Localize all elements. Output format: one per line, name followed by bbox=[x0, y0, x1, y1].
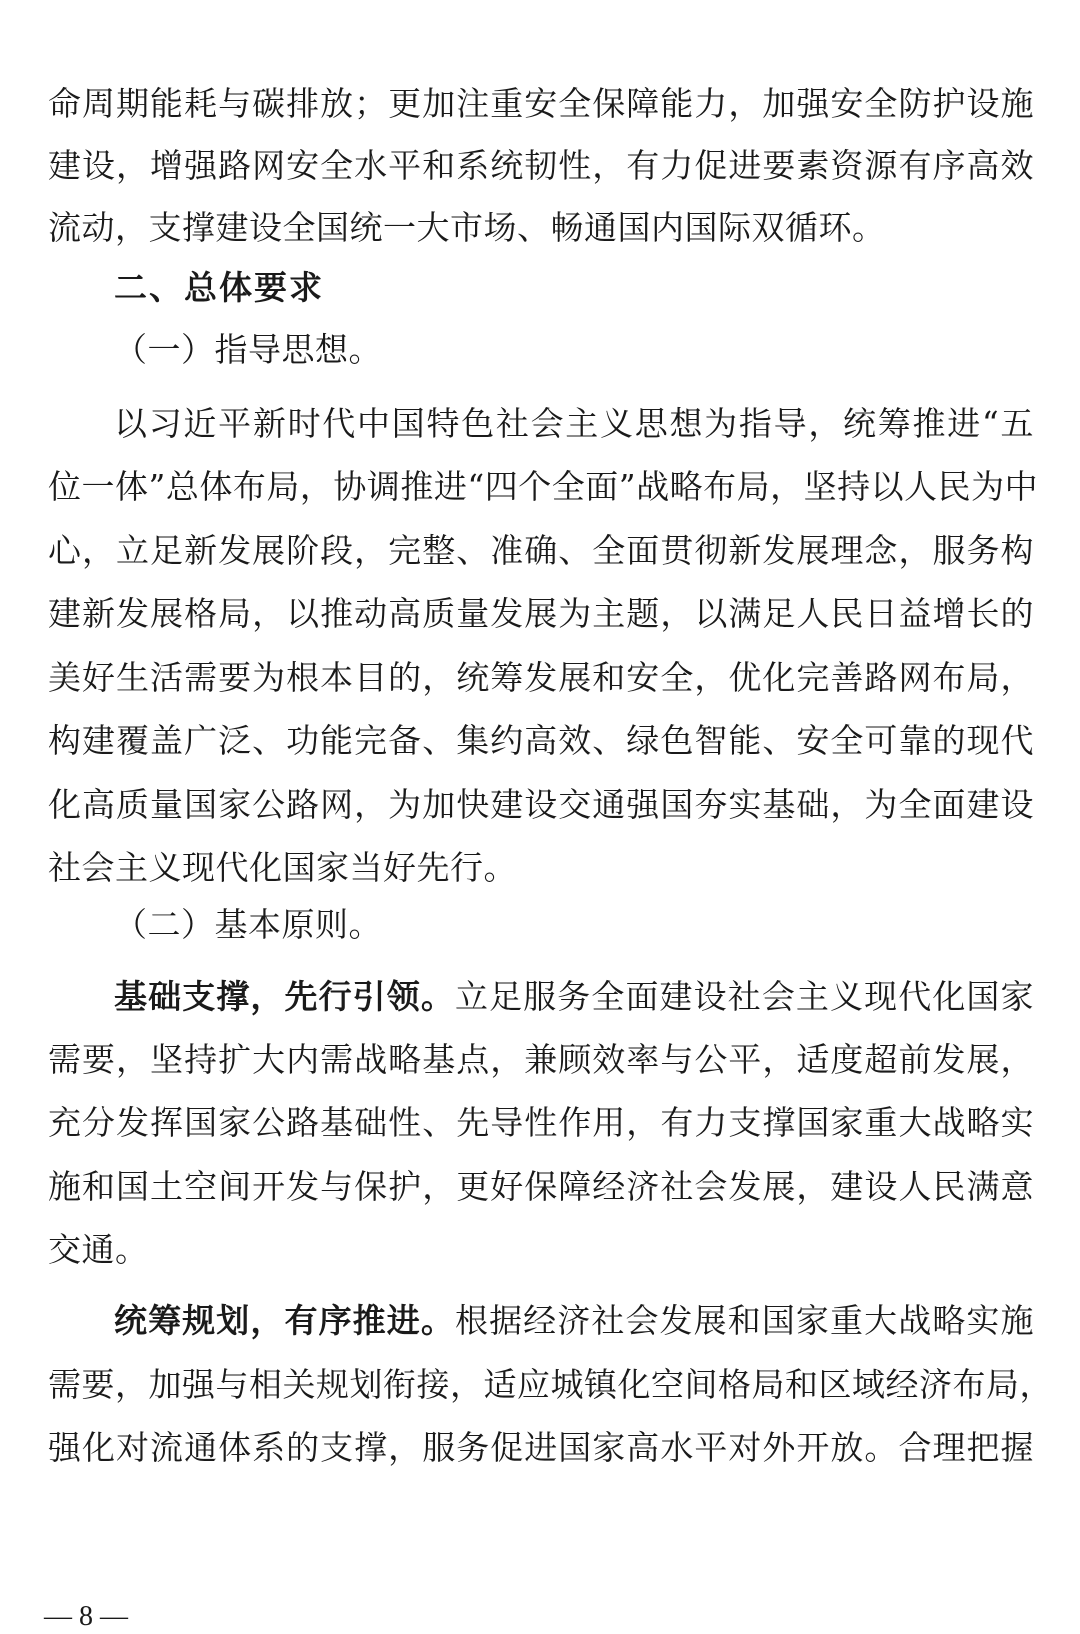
guiding-line-5: 美好生活需要为根本目的，统筹发展和安全，优化完善路网布局， bbox=[48, 658, 1034, 697]
principle1-first-line-text: 立足服务全面建设社会主义现代化国家 bbox=[454, 977, 1035, 1016]
principle1-line-2: 需要，坚持扩大内需战略基点，兼顾效率与公平，适度超前发展， bbox=[48, 1040, 1034, 1079]
guiding-line-2: 位一体”总体布局，协调推进“四个全面”战略布局，坚持以人民为中 bbox=[48, 467, 1039, 506]
principle2-first-line bbox=[114, 1301, 1034, 1341]
guiding-line-7: 化高质量国家公路网，为加快建设交通强国夯实基础，为全面建设 bbox=[48, 785, 1034, 824]
principle1-line-3: 充分发挥国家公路基础性、先导性作用，有力支撑国家重大战略实 bbox=[48, 1103, 1034, 1142]
intro-line-2: 建设，增强路网安全水平和系统韧性，有力促进要素资源有序高效 bbox=[48, 146, 1034, 185]
intro-line-3: 流动，支撑建设全国统一大市场、畅通国内国际双循环。 bbox=[48, 208, 886, 247]
intro-line-1: 命周期能耗与碳排放；更加注重安全保障能力，加强安全防护设施 bbox=[48, 84, 1034, 123]
guiding-line-4: 建新发展格局，以推动高质量发展为主题，以满足人民日益增长的 bbox=[48, 594, 1034, 633]
principle1-line-4: 施和国土空间开发与保护，更好保障经济社会发展，建设人民满意 bbox=[48, 1167, 1034, 1206]
section-heading: 二、总体要求 bbox=[114, 268, 324, 307]
page-number: — 8 — bbox=[44, 1601, 128, 1632]
subsection-heading-basic-principles: （二）基本原则。 bbox=[114, 905, 382, 944]
principle1-first-line bbox=[114, 977, 1034, 1017]
guiding-line-1: 以习近平新时代中国特色社会主义思想为指导，统筹推进“五 bbox=[114, 404, 1034, 443]
principle2-title: 统筹规划，有序推进。 bbox=[114, 1301, 455, 1340]
principle2-line-2: 需要，加强与相关规划衔接，适应城镇化空间格局和区域经济布局， bbox=[48, 1365, 1053, 1404]
principle1-title: 基础支撑，先行引领。 bbox=[114, 977, 455, 1016]
principle1-line-5: 交通。 bbox=[48, 1230, 149, 1269]
principle2-first-line-text: 根据经济社会发展和国家重大战略实施 bbox=[454, 1301, 1035, 1340]
guiding-line-6: 构建覆盖广泛、功能完备、集约高效、绿色智能、安全可靠的现代 bbox=[48, 721, 1034, 760]
guiding-line-8: 社会主义现代化国家当好先行。 bbox=[48, 848, 517, 887]
principle2-line-3: 强化对流通体系的支撑，服务促进国家高水平对外开放。合理把握 bbox=[48, 1428, 1034, 1467]
guiding-line-3: 心，立足新发展阶段，完整、准确、全面贯彻新发展理念，服务构 bbox=[48, 531, 1034, 570]
subsection-heading-guiding-thought: （一）指导思想。 bbox=[114, 330, 382, 369]
